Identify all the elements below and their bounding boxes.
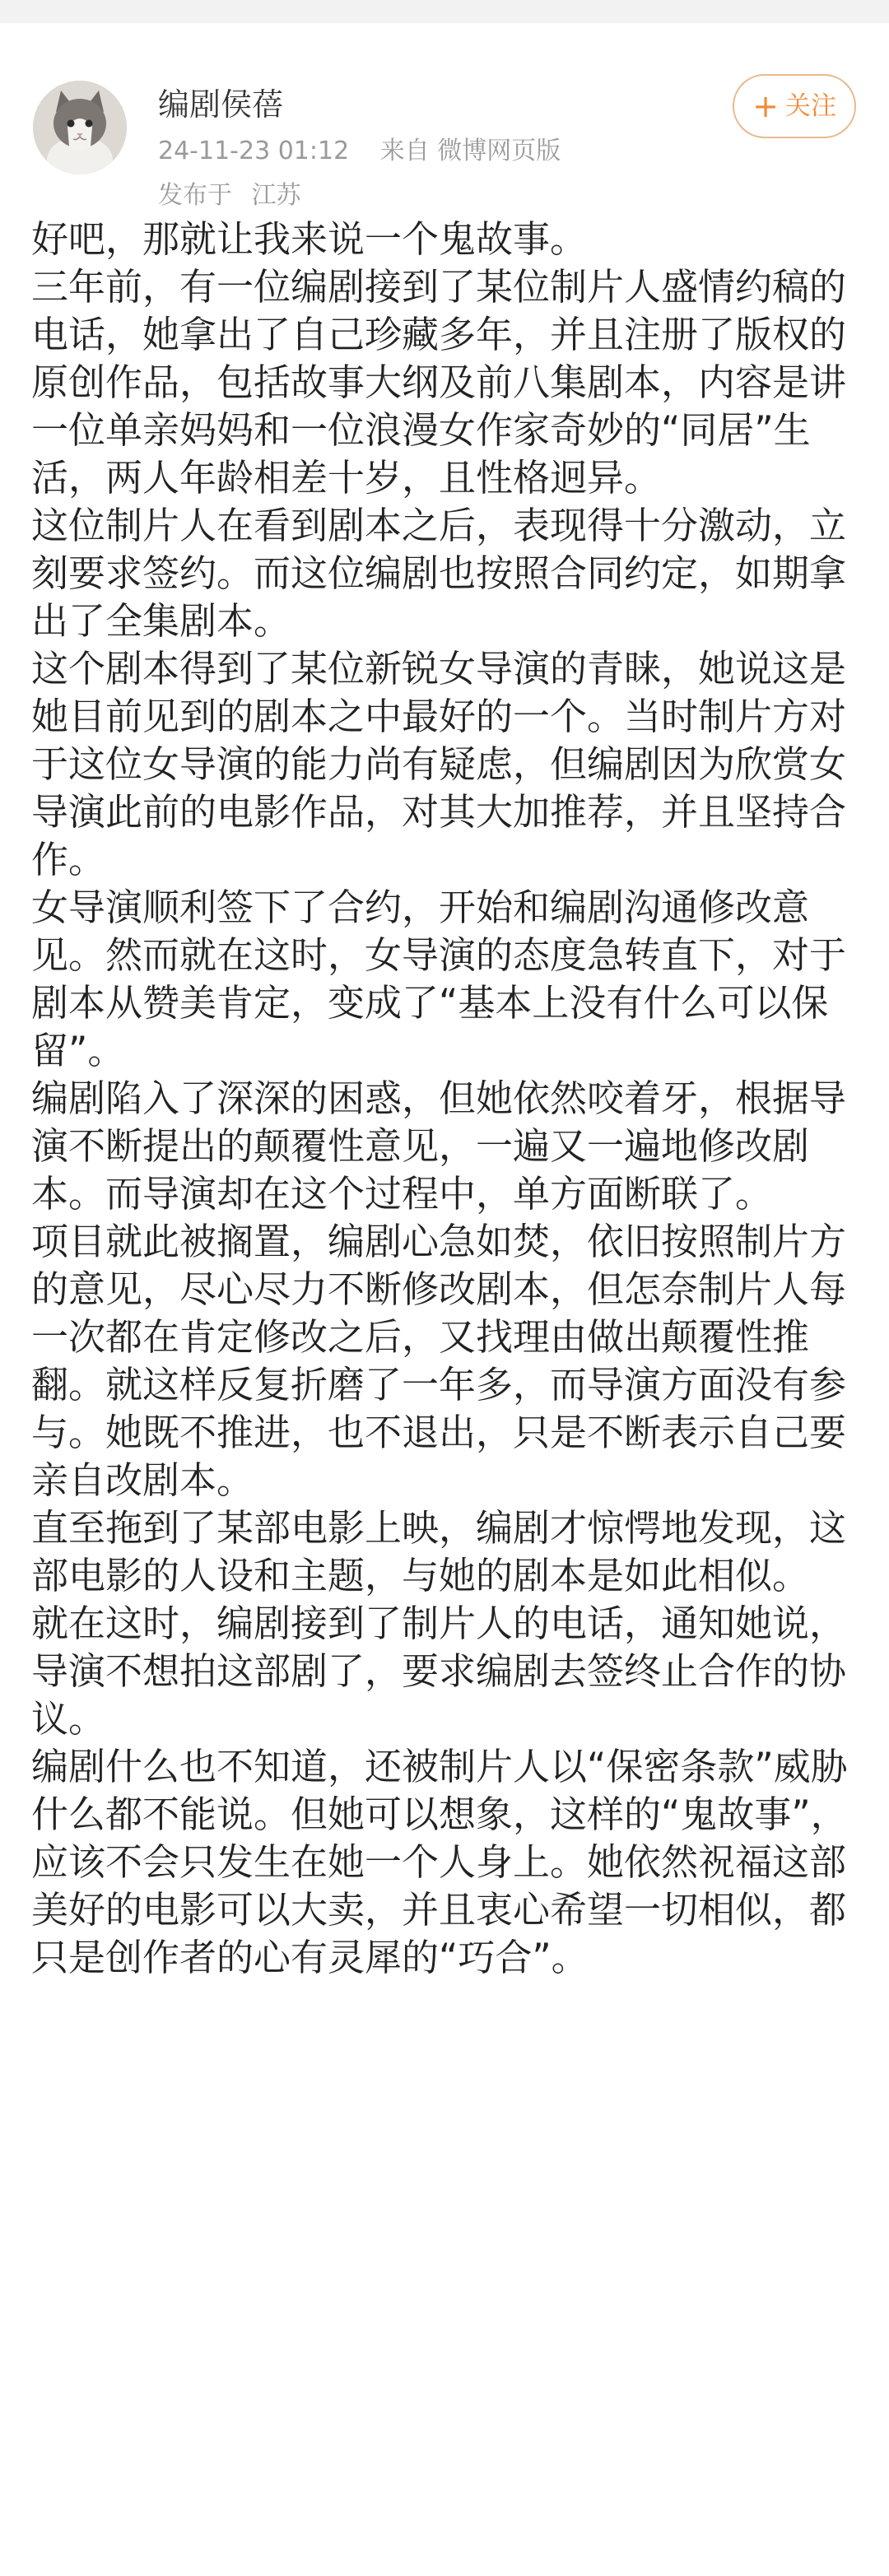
follow-button[interactable] (733, 74, 856, 138)
post-paragraph: 好吧，那就让我来说一个鬼故事。 (31, 217, 588, 261)
post-paragraph: 编剧陷入了深深的困惑，但她依然咬着牙，根据导演不断提出的颠覆性意见，一遍又一遍地修改剧本。而导演却在这个过程中，单方面断联了。 (31, 1076, 847, 1216)
post-paragraph: 女导演顺利签下了合约，开始和编剧沟通修改意见。然而就在这时，女导演的态度急转直下，对于剧本从赞美肯定，变成了“基本上没有什么可以保留”。 (31, 886, 847, 1072)
post-paragraph: 编剧什么也不知道，还被制片人以“保密条款”威胁什么都不能说。但她可以想象，这样的“鬼故事”，应该不会只发生在她一个人身上。她依然祝福这部美好的电影可以大卖，并且衷心希望一切相似，都只是创作者的心有灵犀的“巧合”。 (31, 1745, 848, 1979)
post-paragraph: 直至拖到了某部电影上映，编剧才惊愕地发现，这部电影的人设和主题，与她的剧本是如此相似。 (31, 1506, 847, 1597)
top-status-strip (0, 0, 889, 23)
post-paragraph: 三年前，有一位编剧接到了某位制片人盛情约稿的电话，她拿出了自己珍藏多年，并且注册了版权的原创作品，包括故事大纲及前八集剧本，内容是讲一位单亲妈妈和一位浪漫女作家奇妙的“同居”生活，两人年龄相差十岁，且性格迥异。 (31, 265, 847, 500)
post-paragraph: 项目就此被搁置，编剧心急如焚，依旧按照制片方的意见，尽心尽力不断修改剧本，但怎奈制片人每一次都在肯定修改之后，又找理由做出颠覆性推翻。就这样反复折磨了一年多，而导演方面没有参与。她既不推进，也不退出，只是不断表示自己要亲自改剧本。 (31, 1220, 847, 1502)
post-header (0, 23, 889, 210)
post-body (31, 216, 858, 1982)
post-timestamp: 24-11-23 01:12 (158, 137, 350, 165)
author-name[interactable]: 编剧侯蓓 (158, 86, 284, 123)
post-paragraph: 就在这时，编剧接到了制片人的电话，通知她说，导演不想拍这部剧了，要求编剧去签终止合作的协议。 (31, 1602, 847, 1741)
post-location (158, 181, 301, 211)
location-prefix: 发布于 (158, 181, 232, 210)
post-paragraph: 这位制片人在看到剧本之后，表现得十分激动，立刻要求签约。而这位编剧也按照合同约定，如期拿出了全集剧本。 (31, 504, 847, 643)
cat-avatar-photo (33, 81, 127, 174)
post-meta (158, 137, 561, 166)
post-source: 来自 微博网页版 (379, 137, 561, 165)
post-paragraph: 这个剧本得到了某位新锐女导演的青睐，她说这是她目前见到的剧本之中最好的一个。当时制片方对于这位女导演的能力尚有疑虑，但编剧因为欣赏女导演此前的电影作品，对其大加推荐，并且坚持合作。 (31, 647, 847, 881)
location-name: 江苏 (251, 181, 301, 210)
avatar[interactable] (33, 81, 127, 174)
follow-label: 关注 (784, 91, 836, 121)
plus-icon: + (752, 88, 779, 124)
